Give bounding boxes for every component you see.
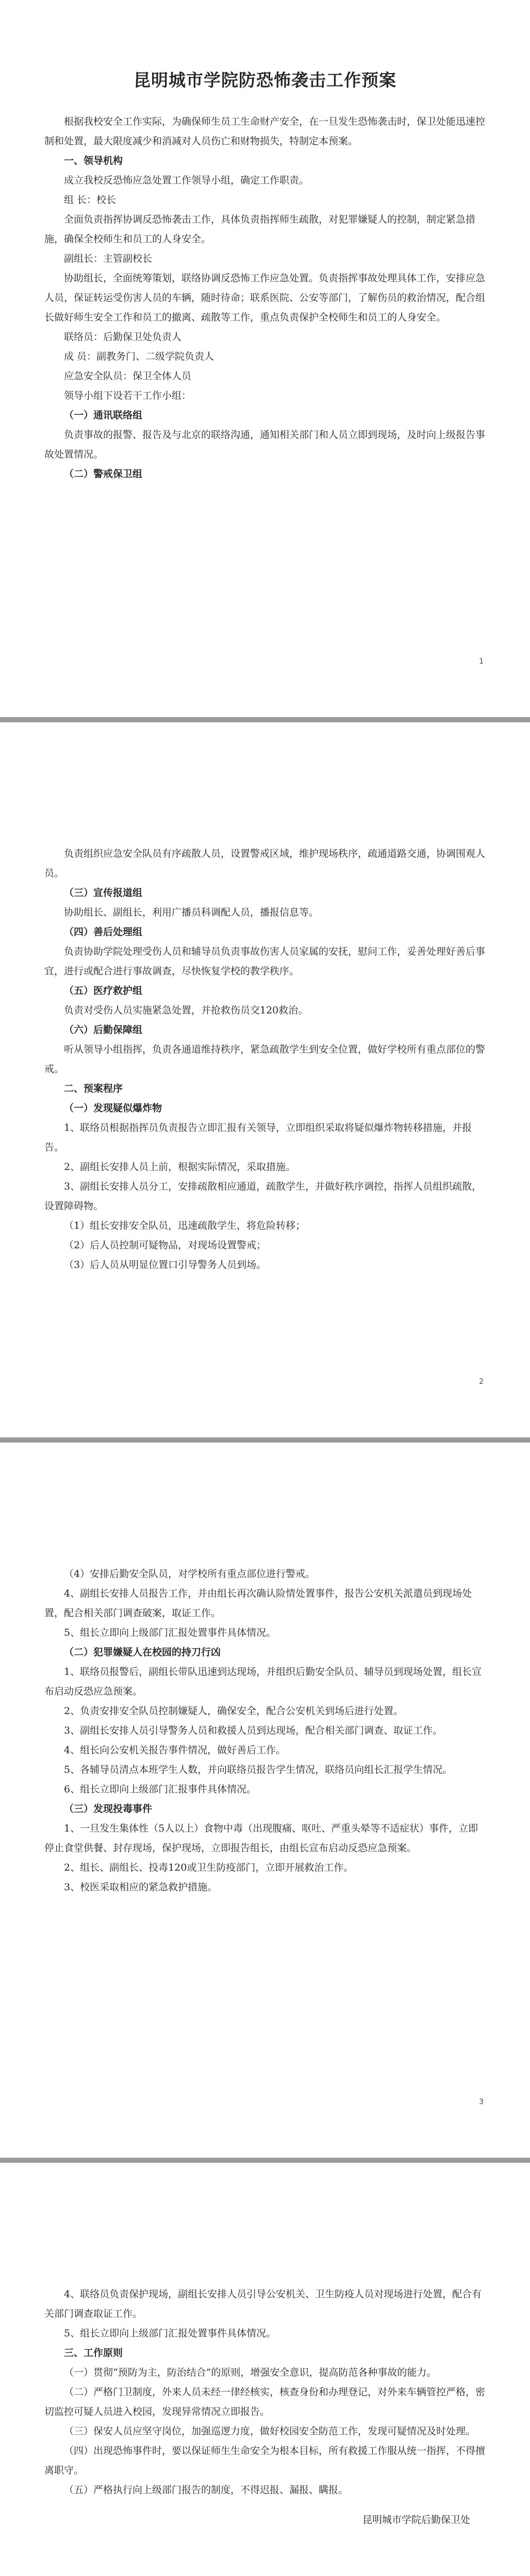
document-page-2 (0, 722, 530, 1437)
paragraph: 2、组长、副组长、投毒120或卫生防疫部门，立即开展救治工作。 (64, 1862, 354, 1873)
page-number: 2 (479, 1378, 484, 1386)
paragraph: 3、校医采取相应的紧急救护措施。 (64, 1882, 218, 1893)
paragraph: 1、联络员报警后，副组长带队迅速到达现场，并组织后勤安全队员、辅导员到现场处置，组长宣布启动反恐应急预案。 (44, 1666, 482, 1697)
paragraph: 4、副组长安排人员报告工作，并由组长再次确认险情处置事件，报告公安机关派遣员到现场处置，配合相关部门调查破案，取证工作。 (44, 1588, 472, 1619)
paragraph: （二）严格门卫制度，外来人员未经一律经核实，核查身份和办理登记，对外来车辆管控严格，密切监控可疑人员进入校园，发现异常情况立即报告。 (44, 2386, 486, 2417)
document-page-1 (0, 0, 530, 717)
paragraph: 负责协助学院处理受伤人员和辅导员负责事故伤害人员家属的安抚，慰问工作，妥善处理好善后事宜，进行或配合进行事故调查，尽快恢复学校的教学秩序。 (44, 946, 486, 977)
paragraph: 负责对受伤人员实施紧急处置，并抢救伤员交120救治。 (64, 1005, 308, 1016)
paragraph: （一）贯彻“预防为主，防治结合”的原则，增强安全意识，提高防范各种事故的能力。 (64, 2367, 437, 2378)
subsection-heading: （二）犯罪嫌疑人在校园的持刀行凶 (64, 1647, 221, 1658)
section-heading: 二、预案程序 (64, 1083, 123, 1094)
subsection-heading: （五）医疗救护组 (64, 985, 143, 996)
paragraph: （五）严格执行向上级部门报告的制度，不得迟报、漏报、瞒报。 (64, 2484, 349, 2496)
section-heading: 三、工作原则 (64, 2347, 123, 2359)
document-page-4 (0, 2163, 530, 2576)
paragraph: （3）后人员从明显位置口引导警务人员到场。 (64, 1259, 267, 1270)
page-number: 3 (479, 2098, 484, 2106)
paragraph: （1）组长安排安全队员，迅速疏散学生，将危险转移； (64, 1220, 306, 1231)
paragraph: 6、组长立即向上级部门汇报事件具体情况。 (64, 1784, 257, 1795)
paragraph: 联络员：后勤保卫处负责人 (64, 331, 182, 343)
paragraph: 根据我校安全工作实际，为确保师生员工生命财产安全，在一旦发生恐怖袭击时，保卫处能迅速控制和处置，最大限度减少和消减对人员伤亡和财物损失，特制定本预案。 (44, 116, 486, 147)
paragraph: 4、联络员负责保护现场，副组长安排人员引导公安机关、卫生防疫人员对现场进行处置，配合有关部门调查取证工作。 (44, 2289, 482, 2319)
paragraph: （4）安排后勤安全队员，对学校所有重点部位进行警戒。 (64, 1568, 316, 1580)
paragraph: 4、组长向公安机关报告事件情况，做好善后工作。 (64, 1744, 286, 1756)
paragraph: 领导小组下设若干工作小组： (64, 390, 192, 401)
subsection-heading: （四）善后处理组 (64, 926, 143, 938)
signature: 昆明城市学院后勤保卫处 (362, 2514, 470, 2526)
paragraph: 2、负责安排安全队员控制嫌疑人，确保安全，配合公安机关到场后进行处置。 (64, 1705, 404, 1717)
document-title: 昆明城市学院防恐怖袭击工作预案 (134, 70, 396, 90)
paragraph: 负责事故的报警、报告及与北京的联络沟通，通知相关部门和人员立即到现场，及时向上级报告事故处置情况。 (44, 429, 486, 460)
paragraph: 1、联络员根据指挥员负责报告立即汇报有关领导，立即组织采取将疑似爆炸物转移措施，并报告。 (44, 1122, 472, 1153)
subsection-heading: （六）后勤保障组 (64, 1024, 143, 1036)
paragraph: 应急安全队员：保卫全体人员 (64, 370, 192, 382)
paragraph: 成立我校反恐怖应急处置工作领导小组，确定工作职责。 (64, 175, 309, 186)
paragraph: 3、副组长安排人员分工，安排疏散相应通道，疏散学生，并做好秩序调控，指挥人员组织疏散，设置障碍物。 (44, 1181, 482, 1212)
paragraph: 成 员：副教务门、二级学院负责人 (64, 351, 214, 362)
section-heading: 一、领导机构 (64, 155, 123, 166)
paragraph: 负责组织应急安全队员有序疏散人员，设置警戒区域，维护现场秩序，疏通道路交通，协调围观人员。 (44, 848, 486, 879)
subsection-heading: （二）警戒保卫组 (64, 468, 143, 480)
paragraph: 1、一旦发生集体性（5人以上）食物中毒（出现腹痛、呕吐、严重头晕等不适症状）事件，立即停止食堂供餐、封存现场，保护现场，立即报告组长，由组长宣布启动反恐应急预案。 (44, 1823, 478, 1854)
paragraph: 听从领导小组指挥，负责各通道维持秩序，紧急疏散学生到安全位置，做好学校所有重点部位的警戒。 (44, 1044, 486, 1075)
paragraph: 2、副组长安排人员上前，根据实际情况，采取措施。 (64, 1161, 296, 1173)
paragraph: 协助组长、副组长，利用广播员科调配人员，播报信息等。 (64, 907, 319, 918)
paragraph: （四）出现恐怖事件时，要以保证师生生命安全为根本目标，所有救援工作服从统一指挥，不得擅离职守。 (44, 2445, 486, 2476)
subsection-heading: （三）宣传报道组 (64, 887, 143, 899)
paragraph: 5、各辅导员清点本班学生人数，并向联络员报告学生情况，联络员向组长汇报学生情况。 (64, 1764, 453, 1775)
paragraph: 组 长：校长 (64, 194, 117, 206)
paragraph: （2）后人员控制可疑物品，对现场设置警戒； (64, 1240, 267, 1251)
paragraph: 协助组长，全面统筹策划，联络协调反恐怖工作应急处置。负责指挥事故处理具体工作，安排应急人员，保证转运受伤害人员的车辆，随时待命；联系医院、公安等部门，了解伤员的救治情况，配合组长做好师生安全工作和员工的撤离、疏散等工作，重点负责保护全校师生和员工的人身安全。 (44, 273, 486, 323)
paragraph: 全面负责指挥协调反恐怖袭击工作，具体负责指挥师生疏散，对犯罪嫌疑人的控制，制定紧急措施，确保全校师生和员工的人身安全。 (44, 214, 476, 245)
subsection-heading: （三）发现投毒事件 (64, 1803, 153, 1815)
paragraph: 5、组长立即向上级部门汇报处置事件具体情况。 (64, 2328, 276, 2339)
paragraph: 5、组长立即向上级部门汇报处置事件具体情况。 (64, 1627, 276, 1638)
subsection-heading: （一）通讯联络组 (64, 410, 143, 421)
paragraph: 副组长：主管副校长 (64, 253, 153, 264)
document-page-3 (0, 1443, 530, 2158)
paragraph: （三）保安人员应坚守岗位，加强巡逻力度，做好校园安全防范工作，发现可疑情况及时处理。 (64, 2426, 476, 2437)
paragraph: 3、副组长安排人员引导警务人员和救援人员到达现场，配合相关部门调查、取证工作。 (64, 1725, 443, 1736)
subsection-heading: （一）发现疑似爆炸物 (64, 1103, 162, 1114)
page-number: 1 (479, 657, 484, 666)
